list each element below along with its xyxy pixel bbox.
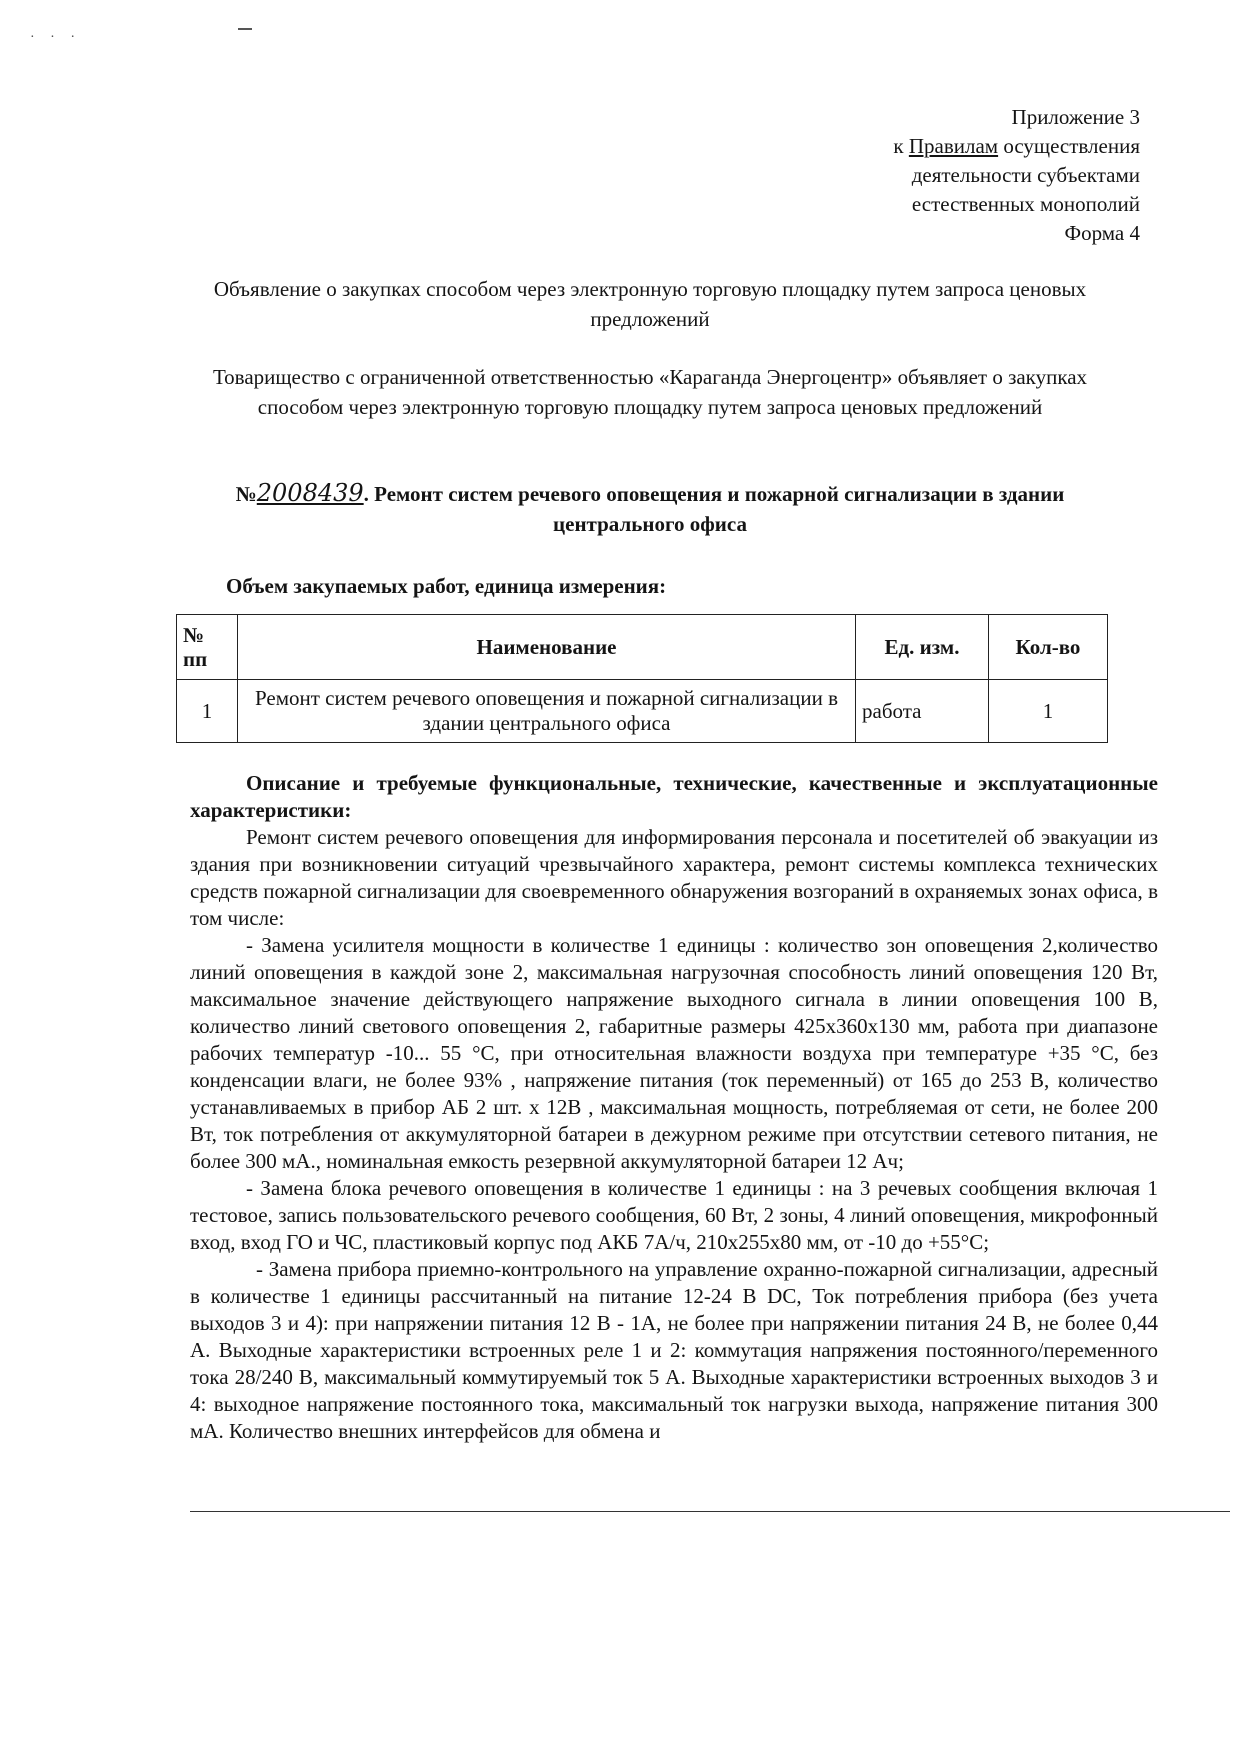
header-unit: Ед. изм. bbox=[856, 615, 989, 680]
appendix-rules-line bbox=[893, 132, 1140, 161]
appendix-header bbox=[893, 103, 1140, 248]
rules-link[interactable]: Правилам bbox=[908, 134, 999, 158]
table-row bbox=[177, 680, 1108, 743]
lot-title bbox=[180, 478, 1120, 539]
header-number: № пп bbox=[177, 615, 238, 680]
row-quantity: 1 bbox=[989, 680, 1108, 743]
announcement-title: Объявление о закупках способом через электронную торговую площадку путем запроса ценовых предложений bbox=[213, 277, 1087, 331]
appendix-suffix: осуществления bbox=[998, 134, 1140, 158]
appendix-line4: естественных монополий bbox=[911, 192, 1140, 216]
description-section bbox=[190, 770, 1158, 1445]
description-item-voice-unit: - Замена блока речевого оповещения в количестве 1 единицы : на 3 речевых сообщения включая 1 тестовое, запись пользовательского речевого сообщения, 60 Вт, 2 зоны, 4 линий оповещения, микрофонный вход, вход ГО и ЧС, пластиковый корпус под АКБ 7А/ч, 210х255х80 мм, от -10 до +55°С; bbox=[190, 1176, 1158, 1254]
scan-artifact: · · · bbox=[30, 30, 81, 45]
form-number: Форма 4 bbox=[1064, 221, 1140, 245]
description-heading: Описание и требуемые функциональные, технические, качественные и эксплуатационные характеристики: bbox=[190, 771, 1158, 822]
appendix-prefix: к bbox=[893, 134, 909, 158]
appendix-line3: деятельности субъектами bbox=[911, 163, 1140, 187]
description-intro: Ремонт систем речевого оповещения для информирования персонала и посетителей об эвакуации из здания при возникновении ситуаций чрезвычайного характера, ремонт системы комплекса технических средств пожарной сигнализации для своевременного обнаружения возгораний в охраняемых зонах офиса, в том числе: bbox=[190, 825, 1158, 930]
row-unit: работа bbox=[856, 680, 989, 743]
works-table bbox=[176, 614, 1108, 743]
volume-heading: Объем закупаемых работ, единица измерения: bbox=[226, 574, 667, 598]
lot-number-prefix: № bbox=[235, 482, 257, 506]
lot-name: . Ремонт систем речевого оповещения и пожарной сигнализации в здании центрального офиса bbox=[363, 482, 1065, 536]
lot-number: 2008439 bbox=[256, 479, 364, 507]
header-quantity: Кол-во bbox=[989, 615, 1108, 680]
table-header-row bbox=[177, 615, 1108, 680]
announcement-body: Товарищество с ограниченной ответственностью «Караганда Энергоцентр» объявляет о закупках способом через электронную торговую площадку путем запроса ценовых предложений bbox=[212, 365, 1088, 419]
description-item-amplifier: - Замена усилителя мощности в количестве 1 единицы : количество зон оповещения 2,количество линий оповещения в каждой зоне 2, максимальная нагрузочная способность линий оповещения 120 Вт, максимальное значение действующего напряжение выходного сигнала в линии оповещения 100 В, количество линий светового оповещения 2, габаритные размеры 425х360х130 мм, работа при диапазоне рабочих температур -10... 55 °С, при относительная влажности воздуха при температуре +35 °С, без конденсации влаги, не более 93% , напряжение питания (ток переменный) от 165 до 253 В, количество устанавливаемых в прибор АБ 2 шт. х 12В , максимальная мощность, потребляемая от сети, не более 200 Вт, ток потребления от аккумуляторной батареи в дежурном режиме при отсутствии сетевого питания, не более 300 мА., номинальная емкость резервной аккумуляторной батареи 12 Ач; bbox=[190, 933, 1158, 1173]
row-name: Ремонт систем речевого оповещения и пожарной сигнализации в здании центрального офиса bbox=[238, 680, 856, 743]
header-name: Наименование bbox=[238, 615, 856, 680]
row-number: 1 bbox=[177, 680, 238, 743]
scan-artifact-dash bbox=[238, 28, 252, 30]
scan-fold-line bbox=[190, 1511, 1230, 1512]
appendix-number: Приложение 3 bbox=[1011, 105, 1140, 129]
description-item-control-panel: - Замена прибора приемно-контрольного на управление охранно-пожарной сигнализации, адресный в количестве 1 единицы рассчитанный на питание 12-24 В DC, Ток потребления прибора (без учета выходов 3 и 4): при напряжении питания 12 В - 1А, не более при напряжении питания 24 В, не более 0,44 А. Выходные характеристики встроенных реле 1 и 2: коммутация напряжения постоянного/переменного тока 28/240 В, максимальный коммутируемый ток 5 А. Выходные характеристики встроенных выходов 3 и 4: выходное напряжение постоянного тока, максимальный ток нагрузки выхода, напряжение питания 300 мА. Количество внешних интерфейсов для обмена и bbox=[190, 1257, 1158, 1443]
